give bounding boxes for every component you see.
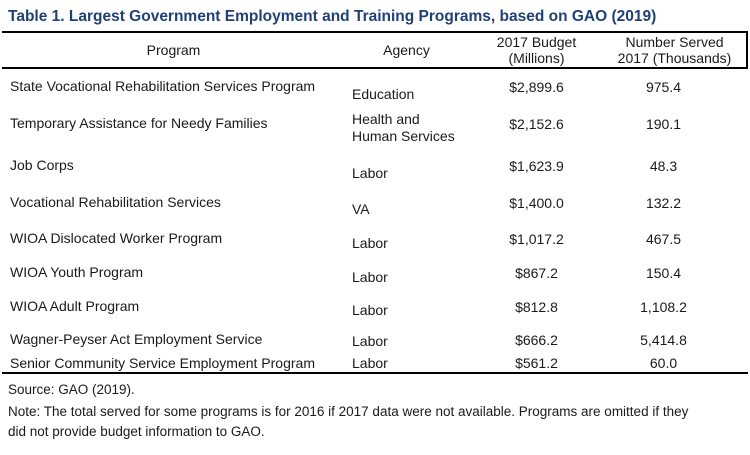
served-cell: 150.4 bbox=[645, 265, 682, 281]
table-note bbox=[8, 402, 742, 442]
table-header-row bbox=[2, 33, 748, 67]
budget-cell: $1,400.0 bbox=[509, 195, 564, 211]
table-row bbox=[2, 353, 748, 372]
program-cell: Wagner-Peyser Act Employment Service bbox=[10, 331, 263, 347]
program-cell: WIOA Dislocated Worker Program bbox=[10, 230, 223, 246]
agency-cell bbox=[345, 255, 468, 289]
agency-label: VA bbox=[352, 201, 370, 217]
header-program-label: Program bbox=[146, 41, 201, 58]
table-row bbox=[2, 185, 748, 221]
agency-cell bbox=[345, 221, 468, 255]
program-cell: WIOA Adult Program bbox=[10, 298, 140, 314]
agency-label: Education bbox=[352, 86, 415, 102]
table-title: Table 1. Largest Government Employment and Training Programs, based on GAO (2019) bbox=[8, 8, 657, 25]
table-row bbox=[2, 322, 748, 353]
agency-label: Labor bbox=[352, 302, 388, 318]
note-line-2: did not provide budget information to GAO. bbox=[8, 424, 265, 439]
table-bottom-rule bbox=[2, 372, 748, 374]
agency-cell bbox=[345, 322, 468, 353]
header-agency bbox=[345, 33, 468, 67]
served-cell: 975.4 bbox=[645, 79, 682, 95]
table-row bbox=[2, 221, 748, 255]
table-row bbox=[2, 69, 748, 106]
program-cell: Temporary Assistance for Needy Families bbox=[10, 115, 268, 131]
served-cell: 60.0 bbox=[649, 355, 678, 371]
agency-label: Labor bbox=[352, 165, 388, 181]
budget-cell: $867.2 bbox=[515, 265, 558, 281]
agency-label: Labor bbox=[352, 235, 388, 251]
table-row bbox=[2, 106, 748, 148]
budget-cell: $666.2 bbox=[515, 332, 558, 348]
served-cell: 5,414.8 bbox=[640, 332, 687, 348]
agency-cell bbox=[345, 69, 468, 106]
agency-label: Labor bbox=[352, 269, 388, 285]
header-program bbox=[2, 33, 345, 67]
header-budget bbox=[468, 33, 605, 67]
note-line-1: Note: The total served for some programs is for 2016 if 2017 data were not available. Programs are omitted if they bbox=[8, 404, 689, 419]
header-served-line2: 2017 (Thousands) bbox=[617, 50, 732, 66]
budget-cell: $1,623.9 bbox=[509, 158, 564, 174]
header-served-line1: Number Served bbox=[625, 33, 724, 50]
agency-cell bbox=[345, 289, 468, 322]
table-row bbox=[2, 148, 748, 185]
agency-cell bbox=[345, 353, 468, 372]
agency-label: Health and Human Services bbox=[352, 111, 455, 144]
header-budget-line2: (Millions) bbox=[508, 50, 565, 66]
budget-cell: $2,152.6 bbox=[509, 116, 564, 132]
header-budget-line1: 2017 Budget bbox=[496, 33, 577, 50]
program-cell: Job Corps bbox=[10, 157, 74, 173]
table-row bbox=[2, 289, 748, 322]
agency-cell bbox=[345, 185, 468, 221]
budget-cell: $561.2 bbox=[515, 355, 558, 371]
table-row bbox=[2, 255, 748, 289]
agency-cell bbox=[345, 148, 468, 185]
served-cell: 132.2 bbox=[645, 195, 682, 211]
program-cell: WIOA Youth Program bbox=[10, 264, 144, 280]
header-agency-label: Agency bbox=[383, 41, 430, 58]
program-cell: Vocational Rehabilitation Services bbox=[10, 194, 221, 210]
table-footer bbox=[8, 380, 742, 442]
served-cell: 1,108.2 bbox=[640, 299, 687, 315]
served-cell: 48.3 bbox=[649, 158, 678, 174]
agency-cell bbox=[345, 106, 468, 148]
budget-cell: $1,017.2 bbox=[509, 231, 564, 247]
program-cell: Senior Community Service Employment Program bbox=[10, 355, 315, 371]
served-cell: 190.1 bbox=[645, 116, 682, 132]
budget-cell: $2,899.6 bbox=[509, 79, 564, 95]
header-served bbox=[605, 33, 744, 67]
source-note: Source: GAO (2019). bbox=[8, 382, 135, 397]
agency-label: Labor bbox=[352, 355, 388, 371]
budget-cell: $812.8 bbox=[515, 299, 558, 315]
agency-label: Labor bbox=[352, 333, 388, 349]
served-cell: 467.5 bbox=[645, 231, 682, 247]
program-cell: State Vocational Rehabilitation Services Program bbox=[10, 78, 316, 94]
